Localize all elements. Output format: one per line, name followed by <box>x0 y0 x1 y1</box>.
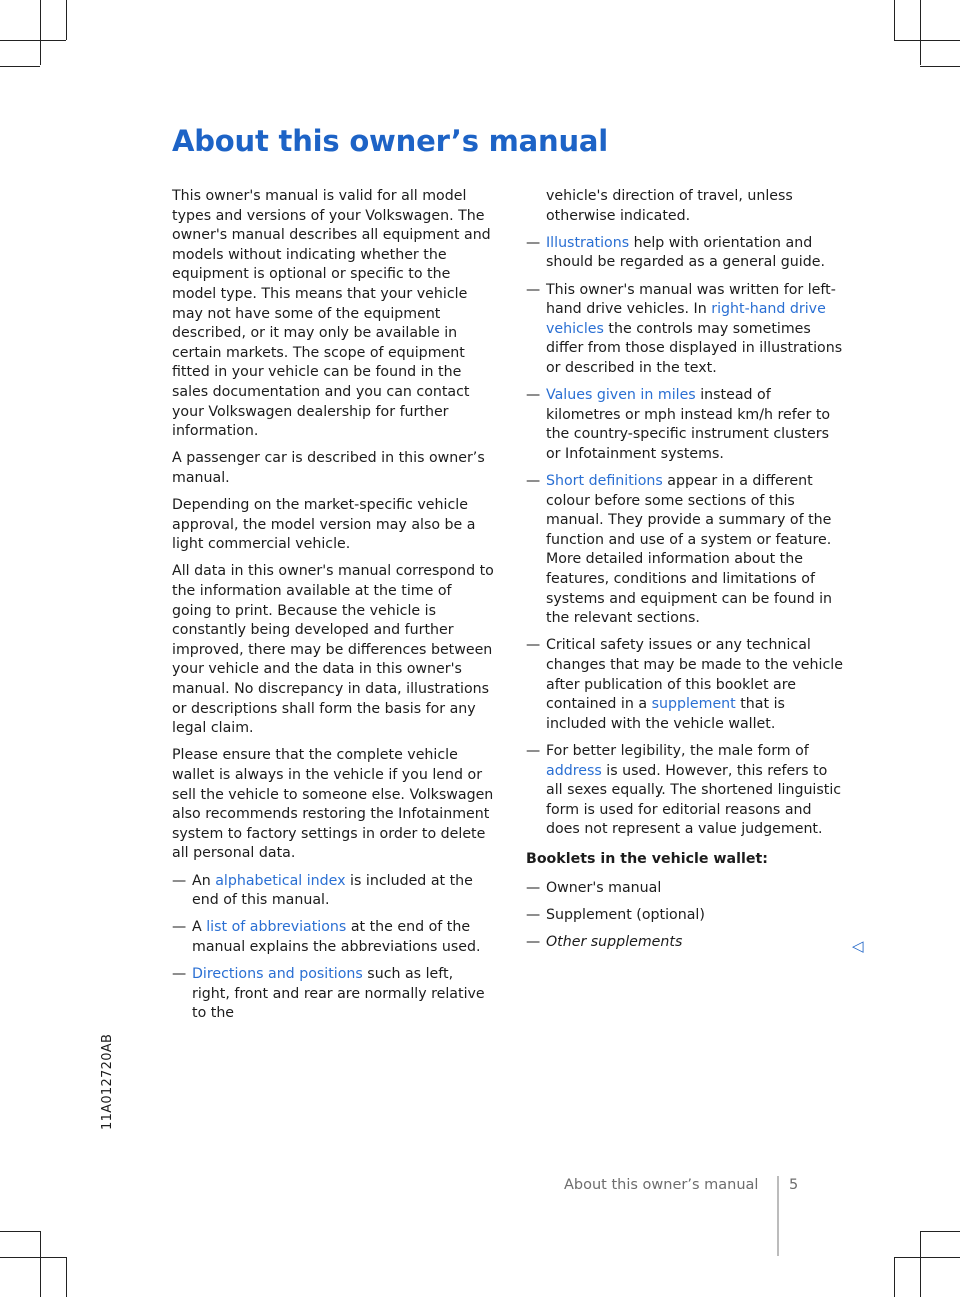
list-item <box>526 386 848 464</box>
left-column <box>172 187 494 1032</box>
item-text: at the end of the manual explains the abbreviations used. <box>192 919 481 955</box>
crop-mark <box>920 1231 960 1232</box>
item-text: Other supplements <box>546 933 683 950</box>
crop-mark <box>894 40 960 41</box>
dash-bullet: — <box>172 966 187 983</box>
item-text: Critical safety issues or any technical changes that may be made to the vehicle after publication of this booklet are contained in a <box>546 637 843 713</box>
list-item <box>526 879 848 899</box>
illustrations-link[interactable]: Illustrations <box>546 234 630 251</box>
crop-mark <box>894 0 895 40</box>
dash-bullet: — <box>526 281 541 298</box>
crop-mark <box>0 1257 66 1258</box>
list-item <box>172 918 494 957</box>
list-item <box>526 281 848 379</box>
page-title: About this owner’s manual <box>172 124 609 158</box>
list-item <box>526 234 848 273</box>
crop-mark <box>40 0 41 65</box>
item-text: is used. However, this refers to all sexes equally. The shortened linguistic form is used for editorial reasons and does not represent a value judgement. <box>546 762 842 838</box>
dash-bullet: — <box>526 879 541 896</box>
continued-text: vehicle's direction of travel, unless otherwise indicated. <box>546 188 793 224</box>
list-item <box>526 472 848 629</box>
crop-mark <box>40 1231 41 1297</box>
values-in-miles-link[interactable]: Values given in miles <box>546 387 696 404</box>
crop-mark <box>920 1231 921 1297</box>
crop-mark <box>920 0 921 65</box>
wallet-list <box>526 879 848 953</box>
item-text: A <box>192 919 207 936</box>
dash-bullet: — <box>526 387 541 404</box>
dash-bullet: — <box>526 637 541 654</box>
crop-mark <box>894 1257 960 1258</box>
paragraph: This owner's manual is valid for all model types and versions of your Volkswagen. The owner's manual describes all equipment and models without indicating whether the equipment is optional or specific to the model type. This means that your vehicle may not have some of the equipment described, or it may only be available in certain markets. The scope of equipment fitted in your vehicle can be found in the sales documentation and you can contact your Volkswagen dealership for further information. <box>172 188 491 440</box>
wallet-heading: Booklets in the vehicle wallet: <box>526 850 768 867</box>
list-item <box>526 933 848 953</box>
dash-bullet: — <box>526 473 541 490</box>
dash-bullet: — <box>526 933 541 950</box>
crop-mark <box>0 66 40 67</box>
address-link[interactable]: address <box>546 762 602 779</box>
directions-positions-link[interactable]: Directions and positions <box>192 966 363 983</box>
crop-mark <box>66 1257 67 1297</box>
list-item <box>526 906 848 926</box>
abbreviations-link[interactable]: list of abbreviations <box>206 919 347 936</box>
paragraph: Depending on the market-specific vehicle approval, the model version may also be a light commercial vehicle. <box>172 497 476 553</box>
page-number: 5 <box>789 1177 799 1193</box>
dash-bullet: — <box>172 872 187 889</box>
item-text: instead of kilometres or mph instead km/h refer to the country-specific instrument clusters or Infotainment systems. <box>546 387 831 462</box>
crop-mark <box>66 0 67 40</box>
supplement-link[interactable]: supplement <box>651 696 736 713</box>
item-text: such as left, right, front and rear are normally relative to the <box>192 966 485 1022</box>
dash-bullet: — <box>172 919 187 936</box>
crop-mark <box>920 66 960 67</box>
dash-bullet: — <box>526 234 541 251</box>
dash-bullet: — <box>526 743 541 759</box>
paragraph: A passenger car is described in this owner’s manual. <box>172 450 485 486</box>
paragraph: All data in this owner's manual correspond to the information available at the time of going to print. Because the vehicle is constantly being developed and further improved, there may be differences between your vehicle and the data in this owner's manual. No discrepancy in data, illustrations or descriptions shall form the basis for any legal claim. <box>172 563 494 737</box>
list-item <box>526 742 848 840</box>
bullet-list <box>526 234 848 840</box>
crop-mark <box>0 1231 40 1232</box>
item-text: For better legibility, the male form of <box>546 743 809 759</box>
short-definitions-link[interactable]: Short definitions <box>546 473 663 490</box>
document-code: 11A012720AB <box>100 1033 115 1130</box>
crop-mark <box>0 40 66 41</box>
list-item <box>172 872 494 911</box>
list-item <box>526 636 848 734</box>
list-item <box>172 965 494 1024</box>
item-text: is included at the end of this manual. <box>192 872 473 909</box>
end-of-section-triangle-icon: ◁ <box>852 937 864 955</box>
footer-divider <box>777 1176 779 1256</box>
item-text: This owner's manual was written for left-hand drive vehicles. In <box>546 281 836 318</box>
right-column <box>526 187 848 960</box>
item-text: Owner's manual <box>546 879 662 896</box>
bullet-list <box>172 872 494 1024</box>
item-text: the controls may sometimes differ from those displayed in illustrations or described in the text. <box>546 320 843 376</box>
crop-mark <box>894 1257 895 1297</box>
item-text: appear in a different colour before some sections of this manual. They provide a summary of the function and use of a system or feature. More detailed information about the features, conditions and limitations of systems and equipment can be found in the relevant sections. <box>546 473 833 627</box>
alphabetical-index-link[interactable]: alphabetical index <box>215 872 346 889</box>
item-text: Supplement (optional) <box>546 906 705 923</box>
item-text: An <box>192 872 216 889</box>
right-hand-drive-link[interactable]: right-hand drive vehicles <box>546 301 826 337</box>
paragraph: Please ensure that the complete vehicle wallet is always in the vehicle if you lend or sell the vehicle to someone else. Volkswagen also recommends restoring the Infotainment system to factory settings in order to delete all personal data. <box>172 747 494 862</box>
dash-bullet: — <box>526 906 541 923</box>
item-text: help with orientation and should be regarded as a general guide. <box>546 234 825 271</box>
item-text: that is included with the vehicle wallet. <box>546 696 785 732</box>
footer-section-label: About this owner’s manual <box>564 1177 759 1193</box>
